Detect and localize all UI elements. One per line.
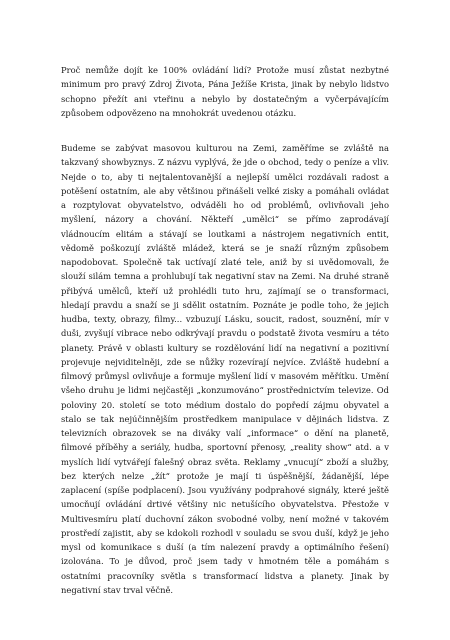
paragraph-intro-question: Proč nemůže dojít ke 100% ovládání lidí? Protože musí zůstat nezbytné minimum pro pravý Zdroj Života, Pána Ježíše Krista, jinak by nebylo lidstvo schopno přežít ani vteřinu a nebylo by dostatečným a vyčerpávajícím způsobem odpovězeno na mnohokrát uvedenou otázku. (61, 65, 389, 118)
paragraph-mass-culture: Budeme se zabývat masovou kulturou na Zemi, zaměříme se zvláště na takzvaný showbyznys. Z názvu vyplývá, že jde o obchod, tedy o peníze a vliv. Nejde o to, aby ti nejtalentovanější a nejlepší umělci rozdávali radost a potěšení ostatním, ale aby většinou přinášeli velké zisky a pomáhali ovládat a rozptylovat obyvatelstvo, odváděli ho od problémů, ovlivňovali jeho myšlení, názory a chování. Někteří „umělci“ se přímo zaprodávají vládnoucím elitám a stávají se loutkami a nástrojem negativních entit, vědomě poškozují zvláště mládež, která se je snaží různým způsobem napodobovat. Společně tak uctívají zlaté tele, aniž by si uvědomovali, že slouží silám temna a prohlubují tak negativní stav na Zemi. Na druhé straně přibývá umělců, kteří už prohlédli tuto hru, zajímají se o transformaci, hledají pravdu a snaží se ji sdělit ostatním. Poznáte je podle toho, že jejich hudba, texty, obrazy, filmy... vzbuzují Lásku, soucit, radost, souznění, mír v duši, zvyšují vibrace nebo odkrývají pravdu o podstatě života vesmíru a této planety. Právě v oblasti kultury se rozdělování lidí na negativní a pozitivní projevuje nejviditelněji, zde se nůžky rozevírají nejvíce. Zvláště hudební a filmový průmysl ovlivňuje a formuje myšlení lidí v masovém měřítku. Umění všeho druhu je lidmi nejčastěji „konzumováno“ prostřednictvím televize. Od poloviny 20. století se toto médium dostalo do popředí zájmu obyvatel a stalo se tak nejúčinnějším prostředkem manipulace v dějinách lidstva. Z televizních obrazovek se na diváky valí „informace“ o dění na planetě, filmové příběhy a seriály, hudba, sportovní přenosy, „reality show“ atd. a v myslích lidí vytvářejí falešný obraz světa. Reklamy „vnucují“ zboží a služby, bez kterých nelze „žít“ protože je mají ti úspěšnější, žádanější, lépe zaplacení (spíše podplacení). Jsou využívány podprahové signály, které ještě umocňují ovládání drtivé většiny nic netušícího obyvatelstva. Přestože v Multivesmíru platí duchovní zákon svobodné volby, není možné v takovém prostředí zajistit, aby se kdokoli rozhodl v souladu se svou duší, když je jeho mysl od komunikace s duší (a tím nalezení pravdy a optimálního řešení) izolována. To je důvod, proč jsem tady v hmotném těle a pomáhám s ostatními pracovníky světla s transformací lidstva a planety. Jinak by negativní stav trval věčně. (61, 143, 389, 595)
